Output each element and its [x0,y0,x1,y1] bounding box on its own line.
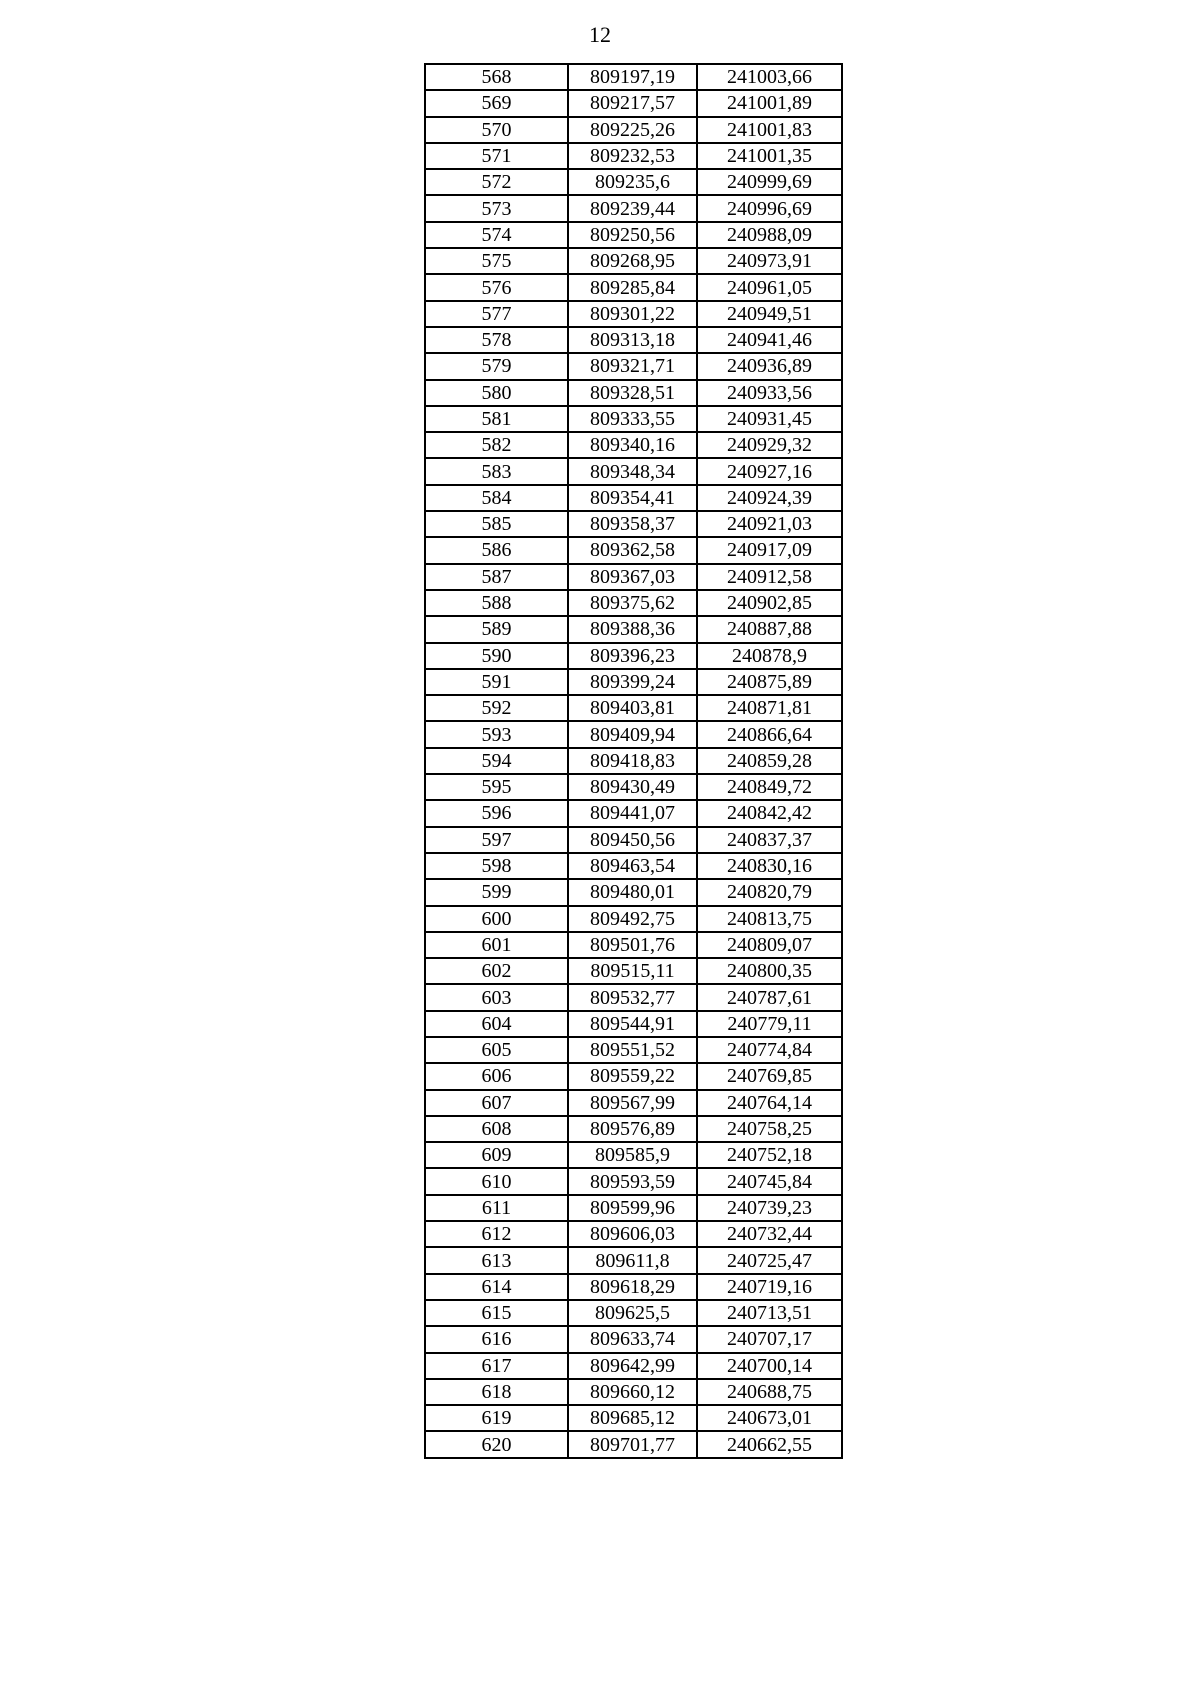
x-coordinate-cell: 809399,24 [568,669,697,695]
point-number-cell: 603 [425,984,568,1010]
y-coordinate-cell: 240887,88 [697,616,842,642]
x-coordinate-cell: 809618,29 [568,1274,697,1300]
table-row [425,643,842,669]
y-coordinate-cell: 240719,16 [697,1274,842,1300]
x-coordinate-cell: 809625,5 [568,1300,697,1326]
x-coordinate-cell: 809463,54 [568,853,697,879]
x-coordinate-cell: 809544,91 [568,1011,697,1037]
x-coordinate-cell: 809396,23 [568,643,697,669]
table-row [425,458,842,484]
point-number-cell: 619 [425,1405,568,1431]
table-row [425,1168,842,1194]
table-row [425,984,842,1010]
point-number-cell: 582 [425,432,568,458]
x-coordinate-cell: 809585,9 [568,1142,697,1168]
point-number-cell: 602 [425,958,568,984]
table-row [425,537,842,563]
table-row [425,380,842,406]
table-row [425,169,842,195]
point-number-cell: 573 [425,195,568,221]
y-coordinate-cell: 241001,83 [697,117,842,143]
table-row [425,1090,842,1116]
y-coordinate-cell: 240849,72 [697,774,842,800]
x-coordinate-cell: 809367,03 [568,564,697,590]
x-coordinate-cell: 809660,12 [568,1379,697,1405]
point-number-cell: 583 [425,458,568,484]
y-coordinate-cell: 240878,9 [697,643,842,669]
point-number-cell: 569 [425,90,568,116]
x-coordinate-cell: 809268,95 [568,248,697,274]
x-coordinate-cell: 809606,03 [568,1221,697,1247]
page-number: 12 [589,22,611,47]
y-coordinate-cell: 240764,14 [697,1090,842,1116]
x-coordinate-cell: 809430,49 [568,774,697,800]
y-coordinate-cell: 240927,16 [697,458,842,484]
point-number-cell: 608 [425,1116,568,1142]
point-number-cell: 580 [425,380,568,406]
y-coordinate-cell: 240662,55 [697,1431,842,1457]
point-number-cell: 571 [425,143,568,169]
x-coordinate-cell: 809441,07 [568,800,697,826]
y-coordinate-cell: 240842,42 [697,800,842,826]
point-number-cell: 579 [425,353,568,379]
table-row [425,879,842,905]
point-number-cell: 607 [425,1090,568,1116]
point-number-cell: 588 [425,590,568,616]
y-coordinate-cell: 240732,44 [697,1221,842,1247]
point-number-cell: 596 [425,800,568,826]
y-coordinate-cell: 240921,03 [697,511,842,537]
y-coordinate-cell: 240949,51 [697,301,842,327]
x-coordinate-cell: 809559,22 [568,1063,697,1089]
x-coordinate-cell: 809409,94 [568,721,697,747]
point-number-cell: 593 [425,721,568,747]
table-row [425,669,842,695]
x-coordinate-cell: 809313,18 [568,327,697,353]
point-number-cell: 586 [425,537,568,563]
table-row [425,1431,842,1457]
table-row [425,1195,842,1221]
table-row [425,590,842,616]
point-number-cell: 601 [425,932,568,958]
y-coordinate-cell: 240774,84 [697,1037,842,1063]
table-row [425,853,842,879]
point-number-cell: 594 [425,748,568,774]
point-number-cell: 597 [425,827,568,853]
y-coordinate-cell: 240820,79 [697,879,842,905]
table-row [425,958,842,984]
x-coordinate-cell: 809301,22 [568,301,697,327]
y-coordinate-cell: 240917,09 [697,537,842,563]
x-coordinate-cell: 809701,77 [568,1431,697,1457]
y-coordinate-cell: 241001,89 [697,90,842,116]
y-coordinate-cell: 240758,25 [697,1116,842,1142]
point-number-cell: 570 [425,117,568,143]
y-coordinate-cell: 240779,11 [697,1011,842,1037]
coordinates-table-body [425,64,842,1458]
point-number-cell: 613 [425,1247,568,1273]
table-row [425,616,842,642]
x-coordinate-cell: 809593,59 [568,1168,697,1194]
y-coordinate-cell: 240924,39 [697,485,842,511]
x-coordinate-cell: 809567,99 [568,1090,697,1116]
table-row [425,485,842,511]
x-coordinate-cell: 809333,55 [568,406,697,432]
y-coordinate-cell: 240809,07 [697,932,842,958]
point-number-cell: 575 [425,248,568,274]
point-number-cell: 595 [425,774,568,800]
y-coordinate-cell: 240988,09 [697,222,842,248]
point-number-cell: 606 [425,1063,568,1089]
table-row [425,353,842,379]
point-number-cell: 585 [425,511,568,537]
x-coordinate-cell: 809285,84 [568,274,697,300]
y-coordinate-cell: 240973,91 [697,248,842,274]
coordinates-table [424,63,843,1459]
y-coordinate-cell: 241001,35 [697,143,842,169]
y-coordinate-cell: 240713,51 [697,1300,842,1326]
x-coordinate-cell: 809321,71 [568,353,697,379]
table-row [425,301,842,327]
y-coordinate-cell: 240941,46 [697,327,842,353]
table-row [425,1379,842,1405]
y-coordinate-cell: 240800,35 [697,958,842,984]
point-number-cell: 589 [425,616,568,642]
point-number-cell: 620 [425,1431,568,1457]
x-coordinate-cell: 809375,62 [568,590,697,616]
table-row [425,117,842,143]
x-coordinate-cell: 809611,8 [568,1247,697,1273]
table-row [425,827,842,853]
table-row [425,327,842,353]
x-coordinate-cell: 809340,16 [568,432,697,458]
x-coordinate-cell: 809232,53 [568,143,697,169]
x-coordinate-cell: 809551,52 [568,1037,697,1063]
point-number-cell: 574 [425,222,568,248]
point-number-cell: 591 [425,669,568,695]
table-row [425,195,842,221]
table-row [425,1274,842,1300]
x-coordinate-cell: 809480,01 [568,879,697,905]
point-number-cell: 568 [425,64,568,90]
y-coordinate-cell: 240752,18 [697,1142,842,1168]
table-row [425,721,842,747]
point-number-cell: 615 [425,1300,568,1326]
y-coordinate-cell: 240931,45 [697,406,842,432]
point-number-cell: 590 [425,643,568,669]
table-row [425,511,842,537]
x-coordinate-cell: 809197,19 [568,64,697,90]
table-row [425,1326,842,1352]
y-coordinate-cell: 240745,84 [697,1168,842,1194]
point-number-cell: 599 [425,879,568,905]
point-number-cell: 578 [425,327,568,353]
table-row [425,64,842,90]
y-coordinate-cell: 240999,69 [697,169,842,195]
point-number-cell: 604 [425,1011,568,1037]
table-row [425,1142,842,1168]
table-row [425,432,842,458]
y-coordinate-cell: 240769,85 [697,1063,842,1089]
x-coordinate-cell: 809362,58 [568,537,697,563]
table-row [425,248,842,274]
y-coordinate-cell: 240912,58 [697,564,842,590]
table-row [425,90,842,116]
y-coordinate-cell: 240688,75 [697,1379,842,1405]
x-coordinate-cell: 809403,81 [568,695,697,721]
point-number-cell: 600 [425,906,568,932]
point-number-cell: 612 [425,1221,568,1247]
point-number-cell: 610 [425,1168,568,1194]
table-row [425,774,842,800]
table-row [425,800,842,826]
table-row [425,564,842,590]
y-coordinate-cell: 240961,05 [697,274,842,300]
point-number-cell: 572 [425,169,568,195]
table-row [425,932,842,958]
point-number-cell: 609 [425,1142,568,1168]
y-coordinate-cell: 240929,32 [697,432,842,458]
point-number-cell: 581 [425,406,568,432]
y-coordinate-cell: 240859,28 [697,748,842,774]
point-number-cell: 584 [425,485,568,511]
table-row [425,222,842,248]
y-coordinate-cell: 240936,89 [697,353,842,379]
table-row [425,406,842,432]
table-row [425,143,842,169]
y-coordinate-cell: 240866,64 [697,721,842,747]
y-coordinate-cell: 240871,81 [697,695,842,721]
point-number-cell: 618 [425,1379,568,1405]
y-coordinate-cell: 240813,75 [697,906,842,932]
y-coordinate-cell: 240739,23 [697,1195,842,1221]
x-coordinate-cell: 809633,74 [568,1326,697,1352]
x-coordinate-cell: 809599,96 [568,1195,697,1221]
y-coordinate-cell: 240707,17 [697,1326,842,1352]
point-number-cell: 611 [425,1195,568,1221]
x-coordinate-cell: 809642,99 [568,1353,697,1379]
x-coordinate-cell: 809250,56 [568,222,697,248]
point-number-cell: 587 [425,564,568,590]
y-coordinate-cell: 240700,14 [697,1353,842,1379]
y-coordinate-cell: 240673,01 [697,1405,842,1431]
point-number-cell: 605 [425,1037,568,1063]
y-coordinate-cell: 240875,89 [697,669,842,695]
x-coordinate-cell: 809685,12 [568,1405,697,1431]
y-coordinate-cell: 240996,69 [697,195,842,221]
table-row [425,748,842,774]
point-number-cell: 576 [425,274,568,300]
table-row [425,1011,842,1037]
x-coordinate-cell: 809239,44 [568,195,697,221]
y-coordinate-cell: 240725,47 [697,1247,842,1273]
point-number-cell: 598 [425,853,568,879]
point-number-cell: 617 [425,1353,568,1379]
point-number-cell: 592 [425,695,568,721]
x-coordinate-cell: 809418,83 [568,748,697,774]
x-coordinate-cell: 809358,37 [568,511,697,537]
table-row [425,1353,842,1379]
x-coordinate-cell: 809515,11 [568,958,697,984]
point-number-cell: 577 [425,301,568,327]
y-coordinate-cell: 240902,85 [697,590,842,616]
x-coordinate-cell: 809388,36 [568,616,697,642]
table-row [425,1221,842,1247]
x-coordinate-cell: 809354,41 [568,485,697,511]
x-coordinate-cell: 809532,77 [568,984,697,1010]
table-row [425,274,842,300]
table-row [425,1247,842,1273]
point-number-cell: 614 [425,1274,568,1300]
table-row [425,1063,842,1089]
table-row [425,695,842,721]
table-row [425,1037,842,1063]
y-coordinate-cell: 240837,37 [697,827,842,853]
x-coordinate-cell: 809328,51 [568,380,697,406]
x-coordinate-cell: 809235,6 [568,169,697,195]
table-row [425,1405,842,1431]
x-coordinate-cell: 809576,89 [568,1116,697,1142]
x-coordinate-cell: 809492,75 [568,906,697,932]
y-coordinate-cell: 240830,16 [697,853,842,879]
x-coordinate-cell: 809348,34 [568,458,697,484]
x-coordinate-cell: 809501,76 [568,932,697,958]
y-coordinate-cell: 241003,66 [697,64,842,90]
table-row [425,1300,842,1326]
x-coordinate-cell: 809225,26 [568,117,697,143]
table-row [425,1116,842,1142]
y-coordinate-cell: 240787,61 [697,984,842,1010]
y-coordinate-cell: 240933,56 [697,380,842,406]
x-coordinate-cell: 809217,57 [568,90,697,116]
x-coordinate-cell: 809450,56 [568,827,697,853]
table-row [425,906,842,932]
point-number-cell: 616 [425,1326,568,1352]
